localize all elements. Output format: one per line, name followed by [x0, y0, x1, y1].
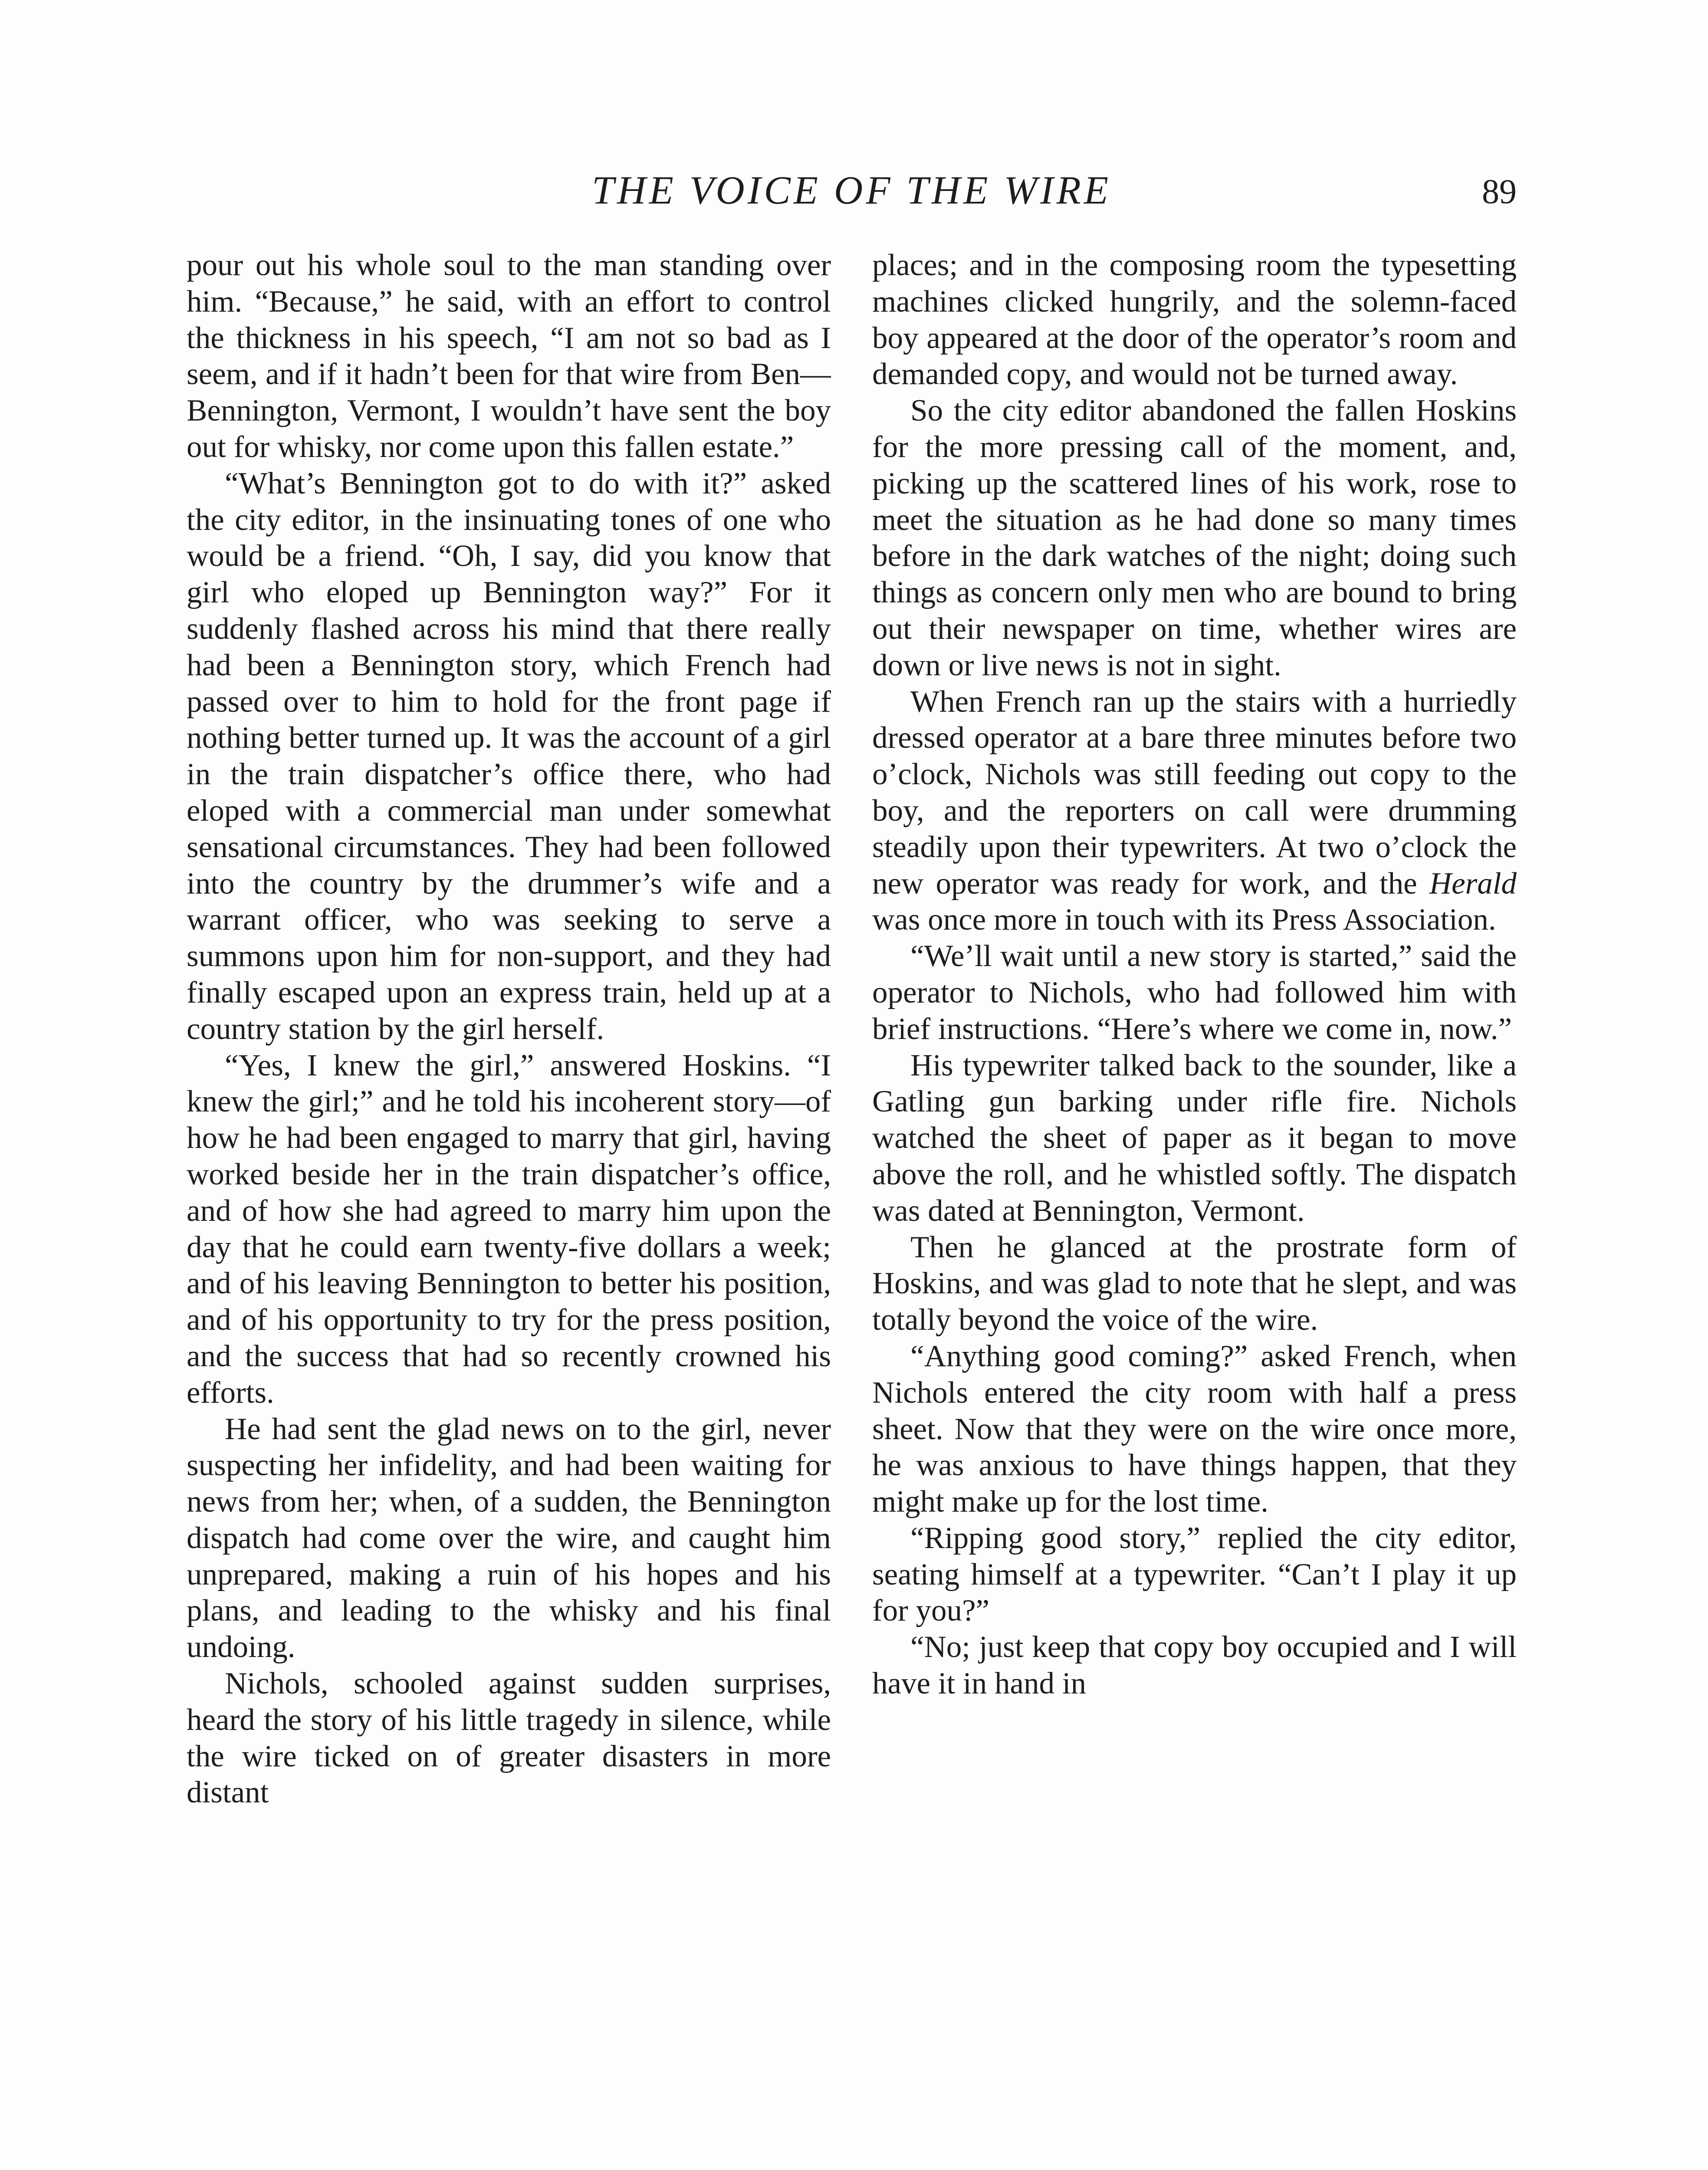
page-number: 89 — [1482, 173, 1517, 211]
paragraph: So the city editor abandoned the fallen Hoskins for the more pressing call of the moment, and, picking up the scattered lines of his work, rose to meet the situation as he had done so many times before in the dark watches of the night; doing such things as concern only men who are bound to bring out their newspaper on time, whether wires are down or live news is not in sight. — [872, 394, 1517, 682]
article-body — [187, 247, 1517, 2170]
paragraph: “Anything good coming?” asked French, when Nichols entered the city room with half a press sheet. Now that they were on the wire once more, he was anxious to have things happen, that they might make up for the lost time. — [872, 1339, 1517, 1519]
paragraph: Then he glanced at the prostrate form of Hoskins, and was glad to note that he slept, and was totally beyond the voice of the wire. — [872, 1230, 1517, 1337]
newspaper-name: Herald — [1429, 866, 1517, 901]
right-column — [872, 247, 1517, 2170]
paragraph: His typewriter talked back to the sounder, like a Gatling gun barking under rifle fire. Nichols watched the sheet of paper as it began to move above the roll, and he whistled softly. The dispatch was dated at Bennington, Vermont. — [872, 1048, 1517, 1228]
paragraph: pour out his whole soul to the man standing over him. “Because,” he said, with an effort to control the thickness in his speech, “I am not so bad as I seem, and if it hadn’t been for that wire from Ben—Bennington, Vermont, I wouldn’t have sent the boy out for whisky, nor come upon this fallen estate.” — [187, 248, 831, 464]
paragraph: “We’ll wait until a new story is started,” said the operator to Nichols, who had followed him with brief instructions. “Here’s where we come in, now.” — [872, 939, 1517, 1046]
running-title: THE VOICE OF THE WIRE — [591, 168, 1111, 212]
paragraph: “Yes, I knew the girl,” answered Hoskins. “I knew the girl;” and he told his incoherent story—of how he had been engaged to marry that girl, having worked beside her in the train dispatcher’s office, and of how she had agreed to marry him upon the day that he could earn twenty-five dollars a week; and of his leaving Bennington to better his position, and of his opportunity to try for the press position, and the success that had so recently crowned his efforts. — [187, 1048, 831, 1410]
paragraph: He had sent the glad news on to the girl, never suspecting her infidelity, and had been waiting for news from her; when, of a sudden, the Bennington dispatch had come over the wire, and caught him unprepared, making a ruin of his hopes and his plans, and leading to the whisky and his final undoing. — [187, 1412, 831, 1664]
left-column — [187, 247, 831, 2170]
paragraph: When French ran up the stairs with a hurriedly dressed operator at a bare three minutes before two o’clock, Nichols was still feeding out copy to the boy, and the reporters on call were drumming steadily upon their typewriters. At two o’clock the new operator was ready for work, and the Herald was once more in touch with its Press Association. — [872, 684, 1517, 937]
paragraph: “What’s Bennington got to do with it?” asked the city editor, in the insinuating tones of one who would be a friend. “Oh, I say, did you know that girl who eloped up Bennington way?” For it suddenly flashed across his mind that there really had been a Bennington story, which French had passed over to him to hold for the front page if nothing better turned up. It was the account of a girl in the train dispatcher’s office there, who had eloped with a commercial man under somewhat sensational circumstances. They had been followed into the country by the drummer’s wife and a warrant officer, who was seeking to serve a summons upon him for non-support, and they had finally escaped upon an express train, held up at a country station by the girl herself. — [187, 466, 831, 1046]
paragraph: “No; just keep that copy boy occupied and I will have it in hand in — [872, 1630, 1517, 1701]
paragraph: places; and in the composing room the typesetting machines clicked hungrily, and the solemn-faced boy appeared at the door of the operator’s room and demanded copy, and would not be turned away. — [872, 248, 1517, 391]
paragraph: Nichols, schooled against sudden surprises, heard the story of his little tragedy in silence, while the wire ticked on of greater disasters in more distant — [187, 1667, 831, 1810]
paragraph: “Ripping good story,” replied the city editor, seating himself at a typewriter. “Can’t I play it up for you?” — [872, 1521, 1517, 1628]
running-header — [187, 164, 1517, 216]
